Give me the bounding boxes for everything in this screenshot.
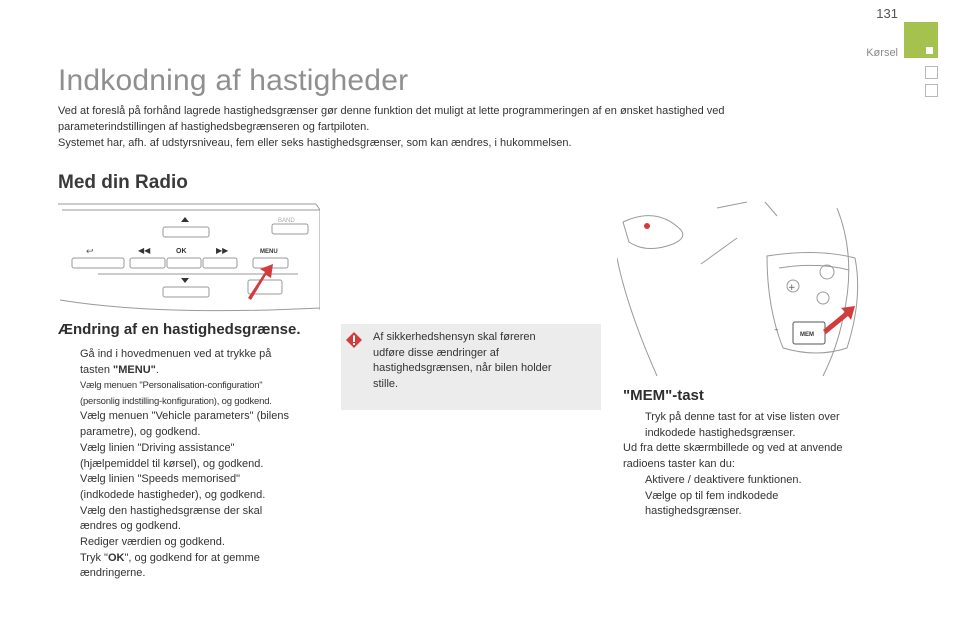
chapter-tab <box>904 22 938 58</box>
list-item: Aktivere / deaktivere funktionen. <box>645 473 802 486</box>
warning-box <box>341 324 601 410</box>
radio-band-label: BAND <box>278 218 295 224</box>
svg-text:▶▶: ▶▶ <box>216 246 229 255</box>
wheel-mem-label: MEM <box>800 332 814 338</box>
radio-menu-label: MENU <box>260 249 278 255</box>
list-item: Tryk "OK", og godkend for at gemme ændringerne. <box>80 551 260 580</box>
list-item: Vælge op til fem indkodede hastighedsgrænser. <box>645 489 779 518</box>
pointer-arrow-icon <box>823 306 855 334</box>
svg-text:↩: ↩ <box>86 247 94 257</box>
svg-text:◀◀: ◀◀ <box>138 246 151 255</box>
list-item: Gå ind i hovedmenuen ved at trykke på tasten "MENU". <box>80 348 272 376</box>
chapter-box-2 <box>925 84 938 97</box>
list-item: Tryk på denne tast for at vise listen over indkodede hastighedsgrænser. <box>645 411 840 439</box>
warning-text: Af sikkerhedshensyn skal føreren udføre disse ændringer af hastighedsgrænsen, når bilen holder stille. <box>373 331 552 390</box>
list-item: Vælg linien "Driving assistance" (hjælpemiddel til kørsel), og godkend. <box>80 441 264 470</box>
intro-line: Ved at foreslå på forhånd lagrede hastighedsgrænser gør denne funktion det muligt at lette programmeringen af en ønsket hastighed ved <box>58 105 725 117</box>
chapter-label: Kørsel <box>866 47 898 59</box>
list-item: Vælg menuen "Personalisation-configuration" (personlig indstilling-konfiguration), og godkend. <box>80 380 272 407</box>
pointer-arrow-icon <box>248 264 273 300</box>
wheel-minus-label: – <box>774 325 779 335</box>
section-title: Med din Radio <box>58 172 188 193</box>
mem-steps <box>623 410 903 520</box>
intro-line: parameterindstillingen af hastighedsbegrænseren og fartpiloten. <box>58 121 370 133</box>
list-item: Vælg menuen "Vehicle parameters" (bilens parametre), og godkend. <box>80 410 289 439</box>
page-number: 131 <box>876 6 898 21</box>
list-item: Vælg den hastighedsgrænse der skal ændres og godkend. <box>80 504 263 533</box>
page-title: Indkodning af hastigheder <box>58 64 409 97</box>
intro-line: Systemet har, afh. af udstyrsniveau, fem eller seks hastighedsgrænser, som kan ændres, i hukommelsen. <box>58 137 572 149</box>
chapter-box-1 <box>925 66 938 79</box>
mem-title: "MEM"-tast <box>623 387 704 404</box>
radio-panel-illustration <box>58 200 320 316</box>
warning-icon <box>346 332 362 348</box>
chapter-tab-marker <box>926 47 933 54</box>
wheel-plus-label: + <box>788 283 796 293</box>
list-item: Rediger værdien og godkend. <box>80 536 225 549</box>
steering-wheel-illustration <box>617 198 897 378</box>
change-title: Ændring af en hastighedsgrænse. <box>58 321 301 338</box>
intro-text <box>58 103 838 151</box>
list-item: Ud fra dette skærmbillede og ved at anvende radioens taster kan du: <box>623 442 843 471</box>
list-item: Vælg linien "Speeds memorised" (indkodede hastigheder), og godkend. <box>80 473 266 501</box>
change-steps <box>58 347 348 582</box>
radio-ok-label: OK <box>176 248 187 255</box>
